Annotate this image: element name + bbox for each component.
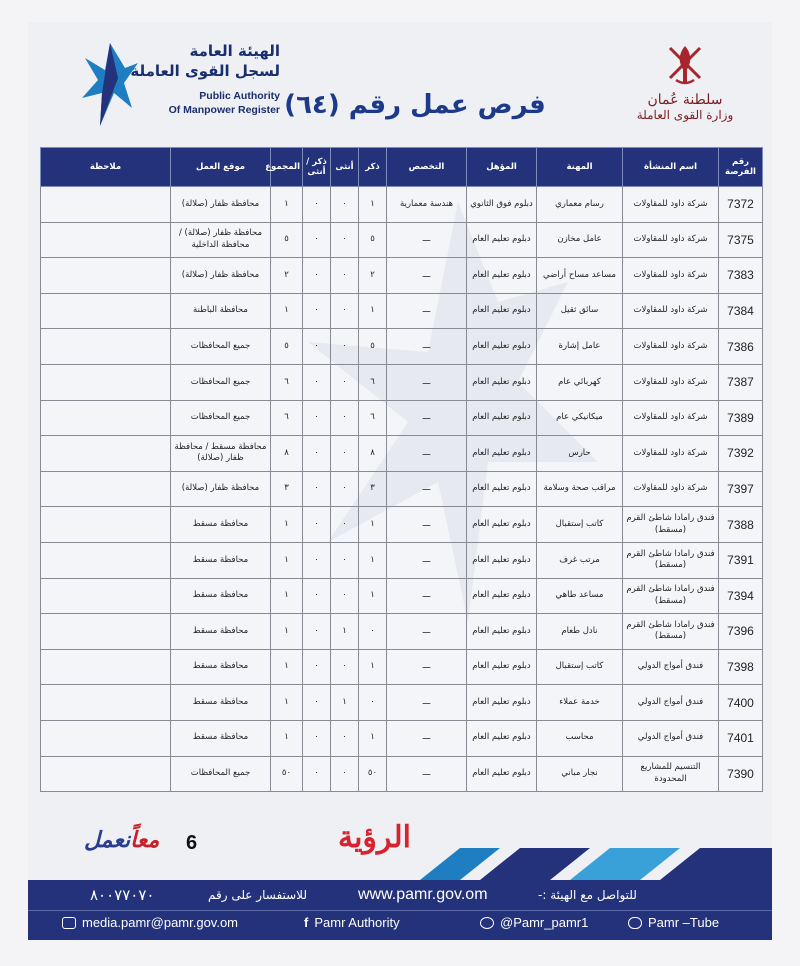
qualification-cell: دبلوم تعليم العام bbox=[467, 400, 537, 436]
youtube-text: Pamr –Tube bbox=[648, 915, 720, 930]
specialization-cell: ـــ bbox=[387, 507, 467, 543]
job-title-cell: مرتب غرف bbox=[537, 542, 623, 578]
opportunity-number-cell: 7397 bbox=[719, 471, 763, 507]
either-count-cell: ٠ bbox=[303, 329, 331, 365]
either-count-cell: ٠ bbox=[303, 364, 331, 400]
company-name-cell: فندق أمواج الدولي bbox=[623, 685, 719, 721]
page-number: 6 bbox=[186, 832, 198, 854]
female-count-cell: ٠ bbox=[331, 364, 359, 400]
company-name-cell: فندق رامادا شاطئ القرم (مسقط) bbox=[623, 614, 719, 650]
work-location-cell: محافظة ظفار (صلالة) bbox=[171, 471, 271, 507]
col-header-location: موقع العمل bbox=[171, 148, 271, 187]
qualification-cell: دبلوم تعليم العام bbox=[467, 364, 537, 400]
female-count-cell: ٠ bbox=[331, 720, 359, 756]
note-cell bbox=[41, 649, 171, 685]
opportunity-number-cell: 7401 bbox=[719, 720, 763, 756]
either-count-cell: ٠ bbox=[303, 222, 331, 258]
col-header-note: ملاحظة bbox=[41, 148, 171, 187]
opportunity-number-cell: 7386 bbox=[719, 329, 763, 365]
facebook-text: Pamr Authority bbox=[314, 915, 400, 930]
total-count-cell: ١ bbox=[271, 293, 303, 329]
male-count-cell: ١ bbox=[359, 542, 387, 578]
female-count-cell: ٠ bbox=[331, 436, 359, 472]
facebook-link[interactable] bbox=[304, 915, 400, 930]
female-count-cell: ٠ bbox=[331, 578, 359, 614]
opportunity-number-cell: 7372 bbox=[719, 187, 763, 223]
male-count-cell: ١ bbox=[359, 649, 387, 685]
pamr-logo bbox=[80, 38, 280, 133]
note-cell bbox=[41, 542, 171, 578]
col-header-either: ذكر / أنثى bbox=[303, 148, 331, 187]
col-header-female: أنثى bbox=[331, 148, 359, 187]
pamr-english-line1: Public Authority bbox=[199, 90, 280, 102]
job-title-cell: عامل إشارة bbox=[537, 329, 623, 365]
table-row bbox=[41, 258, 763, 294]
job-title-cell: خدمة عملاء bbox=[537, 685, 623, 721]
note-cell bbox=[41, 614, 171, 650]
note-cell bbox=[41, 507, 171, 543]
job-title-cell: مساعد مساح أراضي bbox=[537, 258, 623, 294]
total-count-cell: ٨ bbox=[271, 436, 303, 472]
maan-logo-part1: معاً bbox=[130, 828, 160, 853]
specialization-cell: ـــ bbox=[387, 720, 467, 756]
opportunity-number-cell: 7375 bbox=[719, 222, 763, 258]
specialization-cell: ـــ bbox=[387, 542, 467, 578]
either-count-cell: ٠ bbox=[303, 542, 331, 578]
company-name-cell: شركة داود للمقاولات bbox=[623, 293, 719, 329]
work-location-cell: جميع المحافظات bbox=[171, 400, 271, 436]
company-name-cell: فندق رامادا شاطئ القرم (مسقط) bbox=[623, 578, 719, 614]
company-name-cell: شركة داود للمقاولات bbox=[623, 329, 719, 365]
col-header-total: المجموع bbox=[271, 148, 303, 187]
work-location-cell: محافظة مسقط bbox=[171, 507, 271, 543]
work-location-cell: محافظة ظفار (صلالة) / محافظة الداخلية bbox=[171, 222, 271, 258]
table-row bbox=[41, 685, 763, 721]
envelope-icon bbox=[62, 917, 76, 929]
male-count-cell: ٥ bbox=[359, 329, 387, 365]
male-count-cell: ٨ bbox=[359, 436, 387, 472]
qualification-cell: دبلوم تعليم العام bbox=[467, 685, 537, 721]
work-location-cell: محافظة الباطنة bbox=[171, 293, 271, 329]
job-title-cell: نادل طعام bbox=[537, 614, 623, 650]
email-link[interactable] bbox=[62, 915, 238, 930]
twitter-text: @Pamr_pamr1 bbox=[500, 915, 589, 930]
opportunity-number-cell: 7396 bbox=[719, 614, 763, 650]
pamr-arabic-line1: الهيئة العامة bbox=[189, 42, 280, 60]
note-cell bbox=[41, 329, 171, 365]
ministry-logo bbox=[630, 40, 740, 122]
female-count-cell: ٠ bbox=[331, 293, 359, 329]
either-count-cell: ٠ bbox=[303, 685, 331, 721]
specialization-cell: هندسة معمارية bbox=[387, 187, 467, 223]
total-count-cell: ١ bbox=[271, 614, 303, 650]
oman-emblem-icon bbox=[662, 40, 708, 86]
male-count-cell: ٠ bbox=[359, 614, 387, 650]
opportunity-number-cell: 7398 bbox=[719, 649, 763, 685]
either-count-cell: ٠ bbox=[303, 436, 331, 472]
company-name-cell: التنسيم للمشاريع المحدودة bbox=[623, 756, 719, 792]
contact-label: للتواصل مع الهيئة :- bbox=[538, 888, 637, 902]
work-location-cell: جميع المحافظات bbox=[171, 364, 271, 400]
either-count-cell: ٠ bbox=[303, 293, 331, 329]
qualification-cell: دبلوم تعليم العام bbox=[467, 471, 537, 507]
work-location-cell: محافظة مسقط bbox=[171, 685, 271, 721]
note-cell bbox=[41, 471, 171, 507]
table-row bbox=[41, 187, 763, 223]
work-location-cell: محافظة ظفار (صلالة) bbox=[171, 258, 271, 294]
male-count-cell: ٥ bbox=[359, 222, 387, 258]
note-cell bbox=[41, 436, 171, 472]
website-link[interactable]: www.pamr.gov.om bbox=[358, 886, 488, 903]
qualification-cell: دبلوم تعليم العام bbox=[467, 578, 537, 614]
opportunity-number-cell: 7400 bbox=[719, 685, 763, 721]
note-cell bbox=[41, 685, 171, 721]
male-count-cell: ٠ bbox=[359, 685, 387, 721]
opportunity-number-cell: 7394 bbox=[719, 578, 763, 614]
ministry-line1: سلطنة عُمان bbox=[647, 92, 723, 108]
either-count-cell: ٠ bbox=[303, 614, 331, 650]
job-title-cell: مراقب صحة وسلامة bbox=[537, 471, 623, 507]
total-count-cell: ١ bbox=[271, 685, 303, 721]
table-row bbox=[41, 507, 763, 543]
job-title-cell: كاتب إستقبال bbox=[537, 649, 623, 685]
job-title-cell: سائق ثقيل bbox=[537, 293, 623, 329]
opportunity-number-cell: 7389 bbox=[719, 400, 763, 436]
female-count-cell: ٠ bbox=[331, 542, 359, 578]
specialization-cell: ـــ bbox=[387, 649, 467, 685]
table-row bbox=[41, 614, 763, 650]
col-header-male: ذكر bbox=[359, 148, 387, 187]
col-header-specialization: التخصص bbox=[387, 148, 467, 187]
job-title-cell: حارس bbox=[537, 436, 623, 472]
work-location-cell: محافظة مسقط bbox=[171, 542, 271, 578]
qualification-cell: دبلوم تعليم العام bbox=[467, 507, 537, 543]
company-name-cell: فندق أمواج الدولي bbox=[623, 649, 719, 685]
job-title-cell: عامل مخازن bbox=[537, 222, 623, 258]
table-row bbox=[41, 471, 763, 507]
email-text: media.pamr@pamr.gov.om bbox=[82, 915, 239, 930]
twitter-link[interactable] bbox=[480, 915, 588, 930]
table-header-row bbox=[41, 148, 763, 187]
specialization-cell: ـــ bbox=[387, 578, 467, 614]
qualification-cell: دبلوم تعليم العام bbox=[467, 436, 537, 472]
specialization-cell: ـــ bbox=[387, 756, 467, 792]
male-count-cell: ١ bbox=[359, 187, 387, 223]
company-name-cell: فندق رامادا شاطئ القرم (مسقط) bbox=[623, 507, 719, 543]
job-title-cell: محاسب bbox=[537, 720, 623, 756]
opportunity-number-cell: 7387 bbox=[719, 364, 763, 400]
qualification-cell: دبلوم تعليم العام bbox=[467, 329, 537, 365]
table-row bbox=[41, 364, 763, 400]
twitter-icon bbox=[480, 917, 494, 929]
total-count-cell: ٣ bbox=[271, 471, 303, 507]
female-count-cell: ٠ bbox=[331, 222, 359, 258]
qualification-cell: دبلوم تعليم العام bbox=[467, 293, 537, 329]
qualification-cell: دبلوم تعليم العام bbox=[467, 649, 537, 685]
pamr-figure-icon bbox=[80, 38, 140, 133]
either-count-cell: ٠ bbox=[303, 649, 331, 685]
qualification-cell: دبلوم تعليم العام bbox=[467, 756, 537, 792]
note-cell bbox=[41, 720, 171, 756]
specialization-cell: ـــ bbox=[387, 400, 467, 436]
either-count-cell: ٠ bbox=[303, 756, 331, 792]
qualification-cell: دبلوم تعليم العام bbox=[467, 222, 537, 258]
col-header-no: رقم الفرصة bbox=[719, 148, 763, 187]
total-count-cell: ١ bbox=[271, 507, 303, 543]
note-cell bbox=[41, 400, 171, 436]
job-title-cell: كهربائي عام bbox=[537, 364, 623, 400]
opportunity-number-cell: 7390 bbox=[719, 756, 763, 792]
table-row bbox=[41, 222, 763, 258]
specialization-cell: ـــ bbox=[387, 258, 467, 294]
youtube-link[interactable] bbox=[628, 915, 719, 930]
job-title-cell: كاتب إستقبال bbox=[537, 507, 623, 543]
qualification-cell: دبلوم تعليم العام bbox=[467, 720, 537, 756]
note-cell bbox=[41, 222, 171, 258]
either-count-cell: ٠ bbox=[303, 400, 331, 436]
pamr-english-line2: Of Manpower Register bbox=[168, 104, 280, 116]
opportunity-number-cell: 7392 bbox=[719, 436, 763, 472]
specialization-cell: ـــ bbox=[387, 685, 467, 721]
either-count-cell: ٠ bbox=[303, 507, 331, 543]
total-count-cell: ١ bbox=[271, 542, 303, 578]
page-title: فرص عمل رقم (٦٤) bbox=[284, 90, 546, 120]
company-name-cell: شركة داود للمقاولات bbox=[623, 222, 719, 258]
company-name-cell: شركة داود للمقاولات bbox=[623, 258, 719, 294]
specialization-cell: ـــ bbox=[387, 471, 467, 507]
job-title-cell: رسام معماري bbox=[537, 187, 623, 223]
total-count-cell: ٥٠ bbox=[271, 756, 303, 792]
youtube-icon bbox=[628, 917, 642, 929]
female-count-cell: ٠ bbox=[331, 329, 359, 365]
company-name-cell: شركة داود للمقاولات bbox=[623, 187, 719, 223]
female-count-cell: ٠ bbox=[331, 400, 359, 436]
female-count-cell: ١ bbox=[331, 685, 359, 721]
female-count-cell: ٠ bbox=[331, 649, 359, 685]
male-count-cell: ٣ bbox=[359, 471, 387, 507]
col-header-qualification: المؤهل bbox=[467, 148, 537, 187]
facebook-icon: f bbox=[304, 915, 309, 930]
work-location-cell: محافظة مسقط bbox=[171, 720, 271, 756]
note-cell bbox=[41, 258, 171, 294]
company-name-cell: فندق رامادا شاطئ القرم (مسقط) bbox=[623, 542, 719, 578]
table-row bbox=[41, 329, 763, 365]
alroya-logo: الرؤية bbox=[338, 820, 411, 855]
male-count-cell: ٢ bbox=[359, 258, 387, 294]
total-count-cell: ١ bbox=[271, 187, 303, 223]
table-row bbox=[41, 436, 763, 472]
female-count-cell: ٠ bbox=[331, 258, 359, 294]
male-count-cell: ١ bbox=[359, 578, 387, 614]
maan-naamal-logo bbox=[84, 828, 159, 853]
specialization-cell: ـــ bbox=[387, 222, 467, 258]
company-name-cell: شركة داود للمقاولات bbox=[623, 471, 719, 507]
footer-social-row bbox=[28, 910, 772, 935]
table-row bbox=[41, 578, 763, 614]
total-count-cell: ٦ bbox=[271, 400, 303, 436]
female-count-cell: ٠ bbox=[331, 187, 359, 223]
qualification-cell: دبلوم فوق الثانوي bbox=[467, 187, 537, 223]
opportunity-number-cell: 7388 bbox=[719, 507, 763, 543]
opportunity-number-cell: 7391 bbox=[719, 542, 763, 578]
male-count-cell: ٦ bbox=[359, 364, 387, 400]
note-cell bbox=[41, 187, 171, 223]
total-count-cell: ١ bbox=[271, 720, 303, 756]
male-count-cell: ٥٠ bbox=[359, 756, 387, 792]
opportunity-number-cell: 7384 bbox=[719, 293, 763, 329]
jobs-table bbox=[40, 147, 763, 792]
table-row bbox=[41, 542, 763, 578]
ministry-line2: وزارة القوى العاملة bbox=[636, 108, 734, 122]
note-cell bbox=[41, 364, 171, 400]
total-count-cell: ٥ bbox=[271, 222, 303, 258]
either-count-cell: ٠ bbox=[303, 720, 331, 756]
job-title-cell: نجار مباني bbox=[537, 756, 623, 792]
inquiry-label: للاستفسار على رقم bbox=[208, 888, 307, 902]
table-row bbox=[41, 720, 763, 756]
table-row bbox=[41, 400, 763, 436]
job-title-cell: مساعد طاهي bbox=[537, 578, 623, 614]
company-name-cell: فندق أمواج الدولي bbox=[623, 720, 719, 756]
qualification-cell: دبلوم تعليم العام bbox=[467, 614, 537, 650]
table-row bbox=[41, 649, 763, 685]
maan-logo-part2: نعمل bbox=[84, 828, 131, 853]
work-location-cell: محافظة مسقط bbox=[171, 578, 271, 614]
decorative-stripes bbox=[420, 848, 772, 880]
male-count-cell: ٦ bbox=[359, 400, 387, 436]
table-row bbox=[41, 293, 763, 329]
qualification-cell: دبلوم تعليم العام bbox=[467, 542, 537, 578]
work-location-cell: محافظة مسقط bbox=[171, 614, 271, 650]
work-location-cell: محافظة ظفار (صلالة) bbox=[171, 187, 271, 223]
footer bbox=[28, 880, 772, 940]
phone-number[interactable]: ٨٠٠٧٧٠٧٠ bbox=[90, 887, 155, 904]
female-count-cell: ٠ bbox=[331, 471, 359, 507]
note-cell bbox=[41, 293, 171, 329]
total-count-cell: ٥ bbox=[271, 329, 303, 365]
female-count-cell: ١ bbox=[331, 614, 359, 650]
work-location-cell: محافظة مسقط bbox=[171, 649, 271, 685]
pamr-arabic-line2: لسجل القوى العاملة bbox=[130, 62, 280, 80]
work-location-cell: محافظة مسقط / محافظة ظفار (صلالة) bbox=[171, 436, 271, 472]
col-header-job: المهنة bbox=[537, 148, 623, 187]
note-cell bbox=[41, 578, 171, 614]
work-location-cell: جميع المحافظات bbox=[171, 329, 271, 365]
note-cell bbox=[41, 756, 171, 792]
female-count-cell: ٠ bbox=[331, 756, 359, 792]
either-count-cell: ٠ bbox=[303, 471, 331, 507]
qualification-cell: دبلوم تعليم العام bbox=[467, 258, 537, 294]
opportunity-number-cell: 7383 bbox=[719, 258, 763, 294]
footer-contact-row bbox=[28, 884, 772, 906]
male-count-cell: ١ bbox=[359, 720, 387, 756]
total-count-cell: ٦ bbox=[271, 364, 303, 400]
company-name-cell: شركة داود للمقاولات bbox=[623, 400, 719, 436]
female-count-cell: ٠ bbox=[331, 507, 359, 543]
either-count-cell: ٠ bbox=[303, 258, 331, 294]
total-count-cell: ١ bbox=[271, 649, 303, 685]
total-count-cell: ١ bbox=[271, 578, 303, 614]
work-location-cell: جميع المحافظات bbox=[171, 756, 271, 792]
total-count-cell: ٢ bbox=[271, 258, 303, 294]
specialization-cell: ـــ bbox=[387, 364, 467, 400]
table-row bbox=[41, 756, 763, 792]
col-header-company: اسم المنشأة bbox=[623, 148, 719, 187]
specialization-cell: ـــ bbox=[387, 436, 467, 472]
either-count-cell: ٠ bbox=[303, 578, 331, 614]
male-count-cell: ١ bbox=[359, 507, 387, 543]
job-title-cell: ميكانيكي عام bbox=[537, 400, 623, 436]
specialization-cell: ـــ bbox=[387, 614, 467, 650]
male-count-cell: ١ bbox=[359, 293, 387, 329]
either-count-cell: ٠ bbox=[303, 187, 331, 223]
specialization-cell: ـــ bbox=[387, 293, 467, 329]
company-name-cell: شركة داود للمقاولات bbox=[623, 436, 719, 472]
company-name-cell: شركة داود للمقاولات bbox=[623, 364, 719, 400]
specialization-cell: ـــ bbox=[387, 329, 467, 365]
